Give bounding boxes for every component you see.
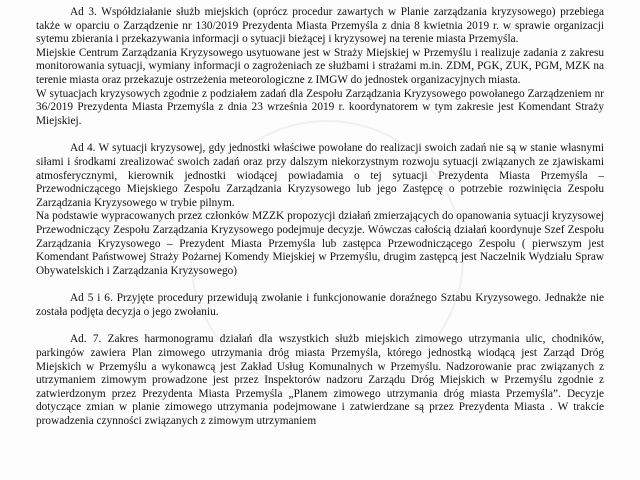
paragraph-ad3-coordinator: W sytuacjach kryzysowych zgodnie z podziałem zadań dla Zespołu Zarządzania Kryzysowego powołanego Zarządzeniem nr 36/2019 Prezydenta Miasta Przemyśla z dnia 23 września 2019 r. koordynatorem w tym zakresie jest Komendant Straży Miejskiej. — [36, 87, 604, 127]
document-body — [36, 6, 604, 429]
paragraph-ad4-intro: Ad 4. W sytuacji kryzysowej, gdy jednostki właściwe powołane do realizacji swoich zadań nie są w stanie własnymi siłami i środkami zrealizować swoich zadań oraz przy dalszym niekorzystnym rozwoju sytuacji związanych ze zjawiskami atmosferycznymi, kierownik jednostki wiodącej powiadamia o tej sytuacji Prezydenta Miasta Przemyśla – Przewodniczącego Miejskiego Zespołu Zarządzania Kryzysowego lub jego Zastępcę o potrzebie rozwinięcia Zespołu Zarządzania Kryzysowego w trybie pilnym. — [36, 142, 604, 209]
paragraph-ad5-6: Ad 5 i 6. Przyjęte procedury przewidują zwołanie i funkcjonowanie doraźnego Sztabu Kryzysowego. Jednakże nie została podjęta decyzja o jego zwołaniu. — [36, 292, 604, 318]
paragraph-ad3-intro: Ad 3. Współdziałanie służb miejskich (oprócz procedur zawartych w Planie zarządzania kryzysowego) przebiega także w oparciu o Zarządzenie nr 130/2019 Prezydenta Miasta Przemyśla z dnia 8 kwietnia 2019 r. w sprawie organizacji sytemu zbierania i przekazywania informacji o sytuacji bieżącej i kryzysowej na terenie miasta Przemyśla. — [36, 6, 604, 46]
section-gap — [36, 319, 604, 333]
paragraph-ad4-decisions: Na podstawie wypracowanych przez członków MZZK propozycji działań zmierzających do opanowania sytuacji kryzysowej Przewodniczący Zespołu Zarządzania Kryzysowego podejmuje decyzje. Wówczas całością działań koordynuje Szef Zespołu Zarządzania Kryzysowego – Prezydent Miasta Przemyśla lub zastępca Przewodniczącego Zespołu ( pierwszym jest Komendant Państwowej Straży Pożarnej Komendy Miejskiej w Przemyślu, drugim zastępcą jest Naczelnik Wydziału Spraw Obywatelskich i Zarządzania Kryzysowego) — [36, 210, 604, 277]
paragraph-ad7: Ad. 7. Zakres harmonogramu działań dla wszystkich służb miejskich zimowego utrzymania ulic, chodników, parkingów zawiera Plan zimowego utrzymania dróg miasta Przemyśla, którego jednostką wiodącą jest Zarząd Dróg Miejskich w Przemyślu a wykonawcą jest Zakład Usług Komunalnych w Przemyślu. Nadzorowanie prac związanych z utrzymaniem zimowym prowadzone jest przez Inspektorów nadzoru Zarządu Dróg Miejskich w Przemyślu zgodnie z zatwierdzonym przez Prezydenta Miasta Przemyśla „Planem zimowego utrzymania dróg miasta Przemyśla”. Decyzje dotyczące zmian w planie zimowego utrzymania podejmowane i zatwierdzane są przez Prezydenta Miasta . W trakcie prowadzenia czynności związanych z zimowym utrzymaniem — [36, 333, 604, 428]
paragraph-ad3-center: Miejskie Centrum Zarządzania Kryzysowego usytuowane jest w Straży Miejskiej w Przemyślu i realizuje zadania z zakresu monitorowania sytuacji, wymiany informacji o zagrożeniach ze służbami i strażami m.in. ZDM, PGK, ZUK, PGM, MZK na terenie miasta oraz przekazuje ostrzeżenia meteorologiczne z IMGW do jednostek organizacyjnych miasta. — [36, 46, 604, 86]
section-gap — [36, 278, 604, 292]
section-gap — [36, 128, 604, 142]
